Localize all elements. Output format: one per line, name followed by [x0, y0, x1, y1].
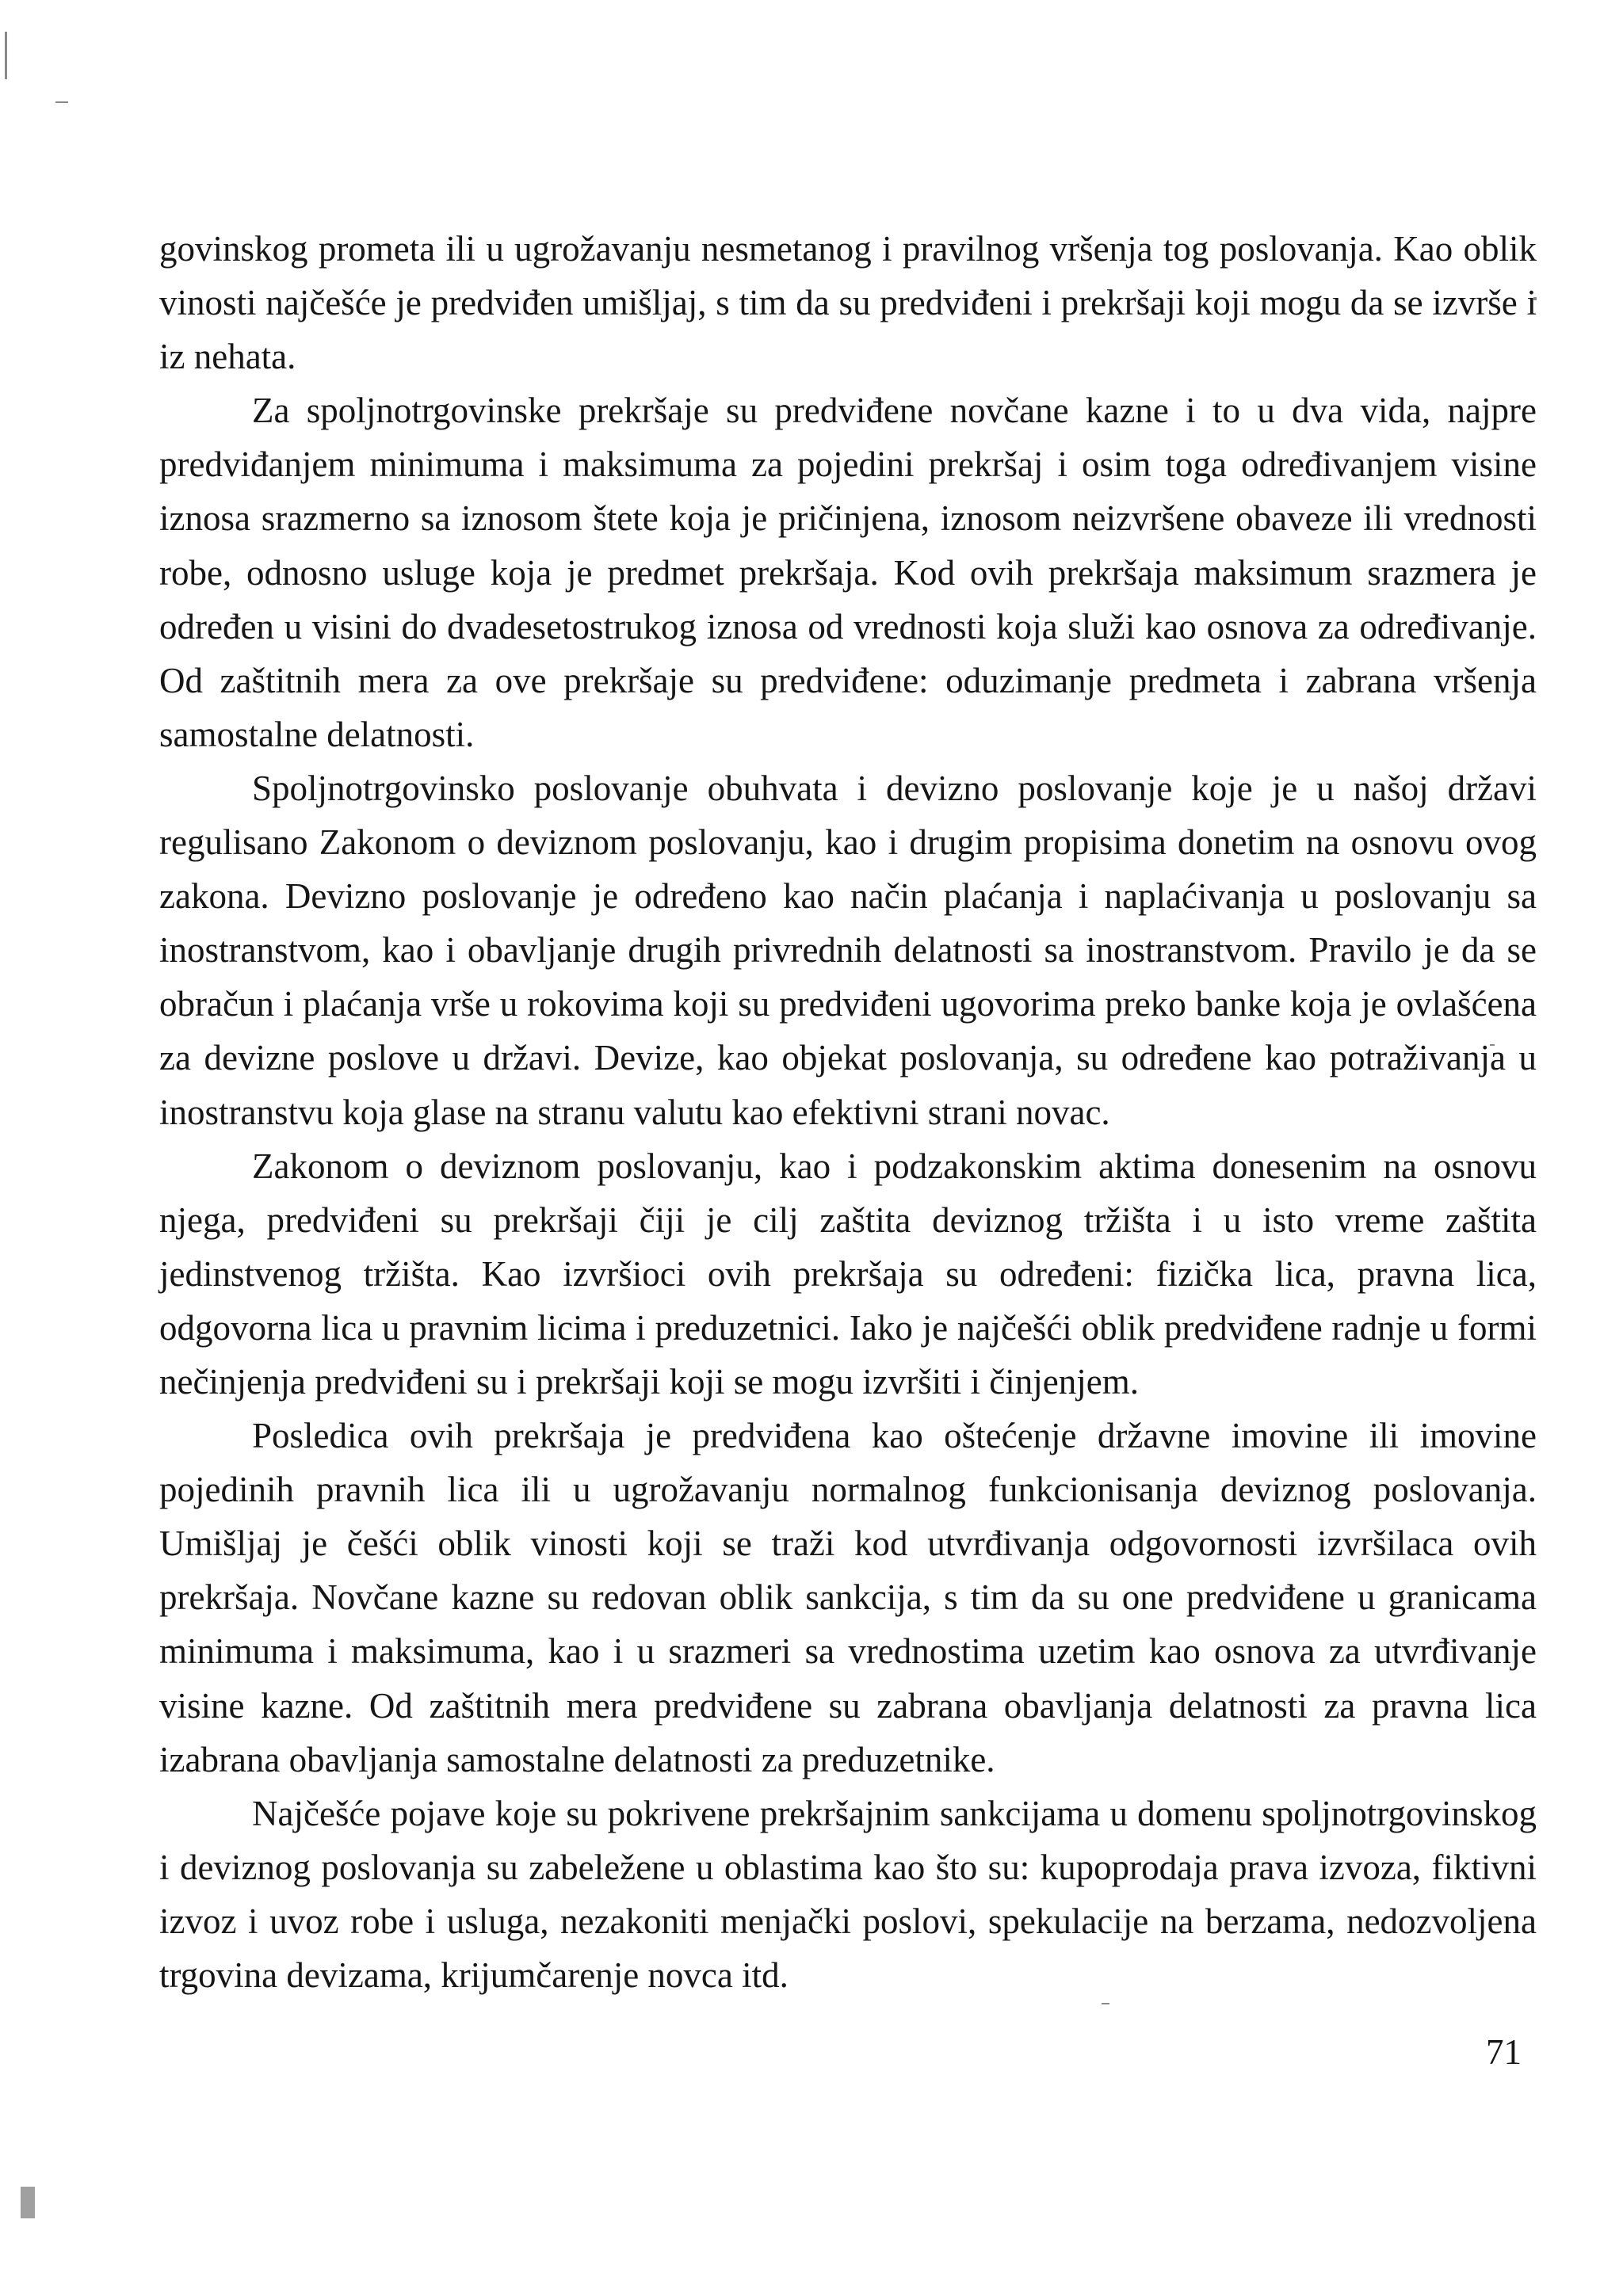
paragraph-4: Zakonom o deviznom poslovanju, kao i podzakonskim aktima donesenim na osnovu njega, predviđeni su prekršaji čiji je cilj zaštita deviznog tržišta i u isto vreme zaštita jedinstvenog tržišta. Kao izvršioci ovih prekršaja su određeni: fizička lica, pravna lica, odgovorna lica u pravnim licima i preduzetnici. Iako je najčešći oblik predviđene radnje u formi nečinjenja predviđeni su i prekršaji koji se mogu izvršiti i činjenjem.: [159, 1146, 1537, 1402]
scan-edge-mark: [21, 2187, 35, 2218]
page-number: 71: [1486, 2032, 1522, 2072]
scan-speck: [55, 101, 68, 103]
paragraph-2: Za spoljnotrgovinske prekršaje su predviđene novčane kazne i to u dva vida, najpre predviđanjem minimuma i maksimuma za pojedini prekršaj i osim toga određivanjem visine iznosa srazmerno sa iznosom štete koja je pričinjena, iznosom neizvršene obaveze ili vrednosti robe, odnosno usluge koja je predmet prekršaja. Kod ovih prekršaja maksimum srazmera je određen u visini do dvadesetostrukog iznosa od vrednosti koja služi kao osnova za određivanje. Od zaštitnih mera za ove prekršaje su predviđene: oduzimanje predmeta i zabrana vršenja samostalne delatnosti.: [159, 391, 1537, 754]
paragraph-3: Spoljnotrgovinsko poslovanje obuhvata i devizno poslovanje koje je u našoj državi regulisano Zakonom o deviznom poslovanju, kao i drugim propisima donetim na osnovu ovog zakona. Devizno poslovanje je određeno kao način plaćanja i naplaćivanja u poslovanju sa inostranstvom, kao i obavljanje drugih privrednih delatnosti sa inostranstvom. Pravilo je da se obračun i plaćanja vrše u rokovima koji su predviđeni ugovorima preko banke koja je ovlašćena za devizne poslove u državi. Devize, kao objekat poslovanja, su određene kao potraživanja u inostranstvu koja glase na stranu valutu kao efektivni strani novac.: [159, 768, 1537, 1132]
paragraph-6: Najčešće pojave koje su pokrivene prekršajnim sankcijama u domenu spoljnotrgovinskog i deviznog poslovanja su zabeležene u oblastima kao što su: kupoprodaja prava izvoza, fiktivni izvoz i uvoz robe i usluga, nezakoniti menjački poslovi, spekulacije na berzama, nedozvoljena trgovina devizama, krijumčarenje novca itd.: [159, 1793, 1537, 1995]
paragraph-1: govinskog prometa ili u ugrožavanju nesmetanog i pravilnog vršenja tog poslovanja. Kao oblik vinosti najčešće je predviđen umišljaj, s tim da su predviđeni i prekršaji koji mogu da se izvrše i iz nehata.: [159, 229, 1537, 377]
body-text: [159, 222, 1537, 2002]
paragraph-5: Posledica ovih prekršaja je predviđena kao oštećenje državne imovine ili imovine pojedinih pravnih lica ili u ugrožavanju normalnog funkcionisanja deviznog poslovanja. Umišljaj je češći oblik vinosti koji se traži kod utvrđivanja odgovornosti izvršilaca ovih prekršaja. Novčane kazne su redovan oblik sankcija, s tim da su one predviđene u granicama minimuma i maksimuma, kao i u srazmeri sa vrednostima uzetim kao osnova za utvrđivanje visine kazne. Od zaštitnih mera predviđene su zabrana obavljanja delatnosti za pravna lica izabrana obavljanja samostalne delatnosti za preduzetnike.: [159, 1416, 1537, 1779]
scan-edge-mark: [5, 32, 7, 79]
scan-speck: [1102, 2003, 1109, 2004]
